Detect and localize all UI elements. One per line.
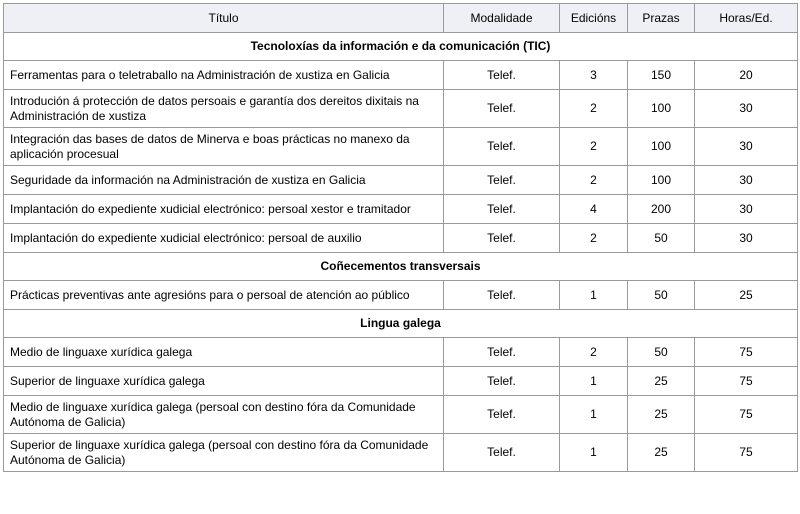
cell-prazas: 200	[628, 195, 695, 224]
cell-modalidade: Telef.	[444, 166, 560, 195]
cell-prazas: 25	[628, 396, 695, 434]
cell-titulo: Introdución á protección de datos persoais e garantía dos dereitos dixitais na Administración de xustiza	[4, 90, 444, 128]
section-title: Tecnoloxías da información e da comunicación (TIC)	[4, 33, 798, 61]
table-row	[4, 338, 798, 367]
table-row	[4, 90, 798, 128]
cell-horas: 75	[695, 367, 798, 396]
cell-edicions: 1	[560, 434, 628, 472]
table-body	[4, 33, 798, 472]
cell-edicions: 2	[560, 338, 628, 367]
header-titulo: Título	[4, 4, 444, 33]
cell-edicions: 3	[560, 61, 628, 90]
table-row	[4, 128, 798, 166]
cell-modalidade: Telef.	[444, 396, 560, 434]
section-title: Coñecementos transversais	[4, 253, 798, 281]
cell-titulo: Superior de linguaxe xurídica galega	[4, 367, 444, 396]
cell-modalidade: Telef.	[444, 61, 560, 90]
cell-prazas: 100	[628, 166, 695, 195]
cell-horas: 30	[695, 128, 798, 166]
header-modalidade: Modalidade	[444, 4, 560, 33]
cell-horas: 25	[695, 281, 798, 310]
cell-edicions: 2	[560, 166, 628, 195]
cell-titulo: Integración das bases de datos de Minerva e boas prácticas no manexo da aplicación procesual	[4, 128, 444, 166]
cell-prazas: 25	[628, 434, 695, 472]
section-row	[4, 33, 798, 61]
cell-modalidade: Telef.	[444, 367, 560, 396]
cell-prazas: 100	[628, 128, 695, 166]
cell-titulo: Superior de linguaxe xurídica galega (persoal con destino fóra da Comunidade Autónoma de Galicia)	[4, 434, 444, 472]
cell-horas: 75	[695, 396, 798, 434]
header-prazas: Prazas	[628, 4, 695, 33]
cell-prazas: 50	[628, 338, 695, 367]
table-row	[4, 434, 798, 472]
cell-titulo: Ferramentas para o teletraballo na Administración de xustiza en Galicia	[4, 61, 444, 90]
cell-titulo: Medio de linguaxe xurídica galega (persoal con destino fóra da Comunidade Autónoma de Galicia)	[4, 396, 444, 434]
table-row	[4, 367, 798, 396]
cell-prazas: 150	[628, 61, 695, 90]
table-row	[4, 61, 798, 90]
cell-modalidade: Telef.	[444, 224, 560, 253]
section-title: Lingua galega	[4, 310, 798, 338]
section-row	[4, 310, 798, 338]
cell-horas: 30	[695, 195, 798, 224]
cell-modalidade: Telef.	[444, 281, 560, 310]
cell-edicions: 1	[560, 396, 628, 434]
header-row	[4, 4, 798, 33]
cell-titulo: Prácticas preventivas ante agresións para o persoal de atención ao público	[4, 281, 444, 310]
cell-modalidade: Telef.	[444, 90, 560, 128]
cell-horas: 30	[695, 224, 798, 253]
cell-horas: 30	[695, 166, 798, 195]
cell-horas: 75	[695, 434, 798, 472]
cell-modalidade: Telef.	[444, 128, 560, 166]
table-row	[4, 281, 798, 310]
cell-titulo: Implantación do expediente xudicial electrónico: persoal de auxilio	[4, 224, 444, 253]
table-row	[4, 195, 798, 224]
cell-edicions: 2	[560, 128, 628, 166]
cell-edicions: 2	[560, 224, 628, 253]
cell-edicions: 1	[560, 281, 628, 310]
courses-table	[3, 3, 798, 472]
cell-modalidade: Telef.	[444, 434, 560, 472]
cell-edicions: 4	[560, 195, 628, 224]
cell-titulo: Medio de linguaxe xurídica galega	[4, 338, 444, 367]
cell-modalidade: Telef.	[444, 195, 560, 224]
table-row	[4, 166, 798, 195]
table-row	[4, 224, 798, 253]
cell-horas: 20	[695, 61, 798, 90]
cell-edicions: 1	[560, 367, 628, 396]
section-row	[4, 253, 798, 281]
table-header	[4, 4, 798, 33]
cell-prazas: 100	[628, 90, 695, 128]
cell-prazas: 50	[628, 224, 695, 253]
cell-prazas: 25	[628, 367, 695, 396]
cell-titulo: Implantación do expediente xudicial electrónico: persoal xestor e tramitador	[4, 195, 444, 224]
header-horas: Horas/Ed.	[695, 4, 798, 33]
cell-horas: 30	[695, 90, 798, 128]
cell-prazas: 50	[628, 281, 695, 310]
cell-modalidade: Telef.	[444, 338, 560, 367]
cell-edicions: 2	[560, 90, 628, 128]
table-row	[4, 396, 798, 434]
header-edicions: Edicións	[560, 4, 628, 33]
cell-titulo: Seguridade da información na Administración de xustiza en Galicia	[4, 166, 444, 195]
cell-horas: 75	[695, 338, 798, 367]
